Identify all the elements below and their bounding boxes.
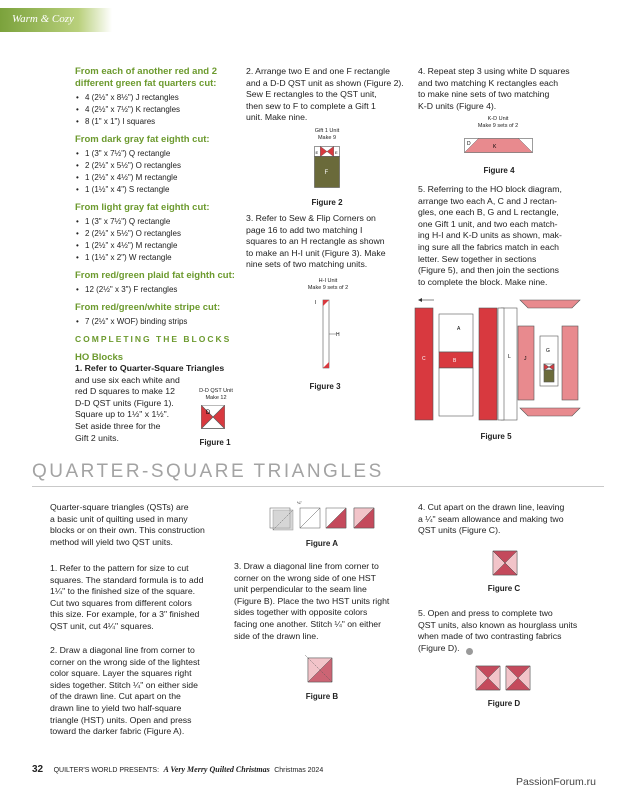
text-line: Sew E rectangles to the QST unit, bbox=[246, 89, 377, 100]
text-line: K-D units (Figure 4). bbox=[418, 100, 497, 111]
text-line: QST units (Figure C). bbox=[418, 525, 501, 536]
cutting-item: • 4 (2½" x 7½") K rectangles bbox=[75, 104, 235, 116]
figA-quarter-label: ¼" bbox=[297, 500, 302, 505]
text-line: Square up to 1½" x 1½". bbox=[75, 409, 170, 420]
fig2-label-2: Make 9 bbox=[317, 134, 337, 141]
fig2-letter-e1: E bbox=[315, 150, 319, 155]
text-line: this size. For example, for a 3" finished bbox=[50, 609, 200, 620]
text-line: QST unit, cut 4¼" squares. bbox=[50, 620, 154, 631]
fig5-letter-l: L bbox=[508, 354, 511, 360]
figC-caption: Figure C bbox=[487, 584, 521, 593]
fig1-qst-unit bbox=[201, 405, 225, 429]
figA-caption: Figure A bbox=[305, 539, 339, 548]
cutting-item: • 2 (2½" x 5½") O rectangles bbox=[75, 228, 235, 240]
cutting-group-head: From dark gray fat eighth cut: bbox=[75, 134, 210, 145]
text-line: corner on the wrong side of one HST bbox=[234, 572, 376, 583]
qst-step-1 bbox=[50, 563, 228, 633]
fig1-label-2: Make 12 bbox=[205, 394, 227, 401]
qst-section-title: QUARTER-SQUARE TRIANGLES bbox=[32, 461, 384, 482]
fig4-letter-d: D bbox=[467, 141, 471, 147]
text-line: 3. Refer to Sew & Flip Corners on bbox=[246, 213, 376, 223]
fig4-letter-k: K bbox=[493, 144, 497, 150]
text-line: blocks or on their own. This construction bbox=[50, 525, 205, 536]
text-line: 5. Referring to the HO block diagram, bbox=[418, 184, 562, 194]
fig4-kd-unit bbox=[464, 134, 534, 156]
qst-section-rule bbox=[32, 486, 604, 487]
text-line: 1. Refer to Quarter-Square Triangles bbox=[75, 363, 225, 373]
text-line: a ¼" seam allowance and making two bbox=[418, 513, 564, 524]
fig5-letter-a: A bbox=[457, 326, 461, 332]
text-line: drawn line to yield two half-square bbox=[50, 702, 182, 713]
qst-step-2 bbox=[50, 645, 228, 738]
fig1-label bbox=[193, 388, 239, 401]
figB-caption: Figure B bbox=[305, 692, 339, 701]
text-line: method will yield two QST units. bbox=[50, 536, 173, 547]
text-line: (Figure B). Place the two HST units right bbox=[234, 595, 390, 606]
footer-publisher: QUILTER'S WORLD PRESENTS: bbox=[53, 767, 160, 774]
text-line: D-D QST units (Figure 1). bbox=[75, 397, 174, 408]
figB-hst-stack bbox=[302, 652, 338, 688]
cutting-group-head: From each of another red and 2 different green fat quarters cut: bbox=[75, 66, 217, 89]
text-line: to make nine sets of two matching bbox=[418, 89, 550, 100]
fig3-caption: Figure 3 bbox=[309, 382, 341, 391]
cutting-item: • 7 (2½" x WOF) binding strips bbox=[75, 316, 235, 328]
cutting-item: • 1 (2½" x 4½") M rectangle bbox=[75, 240, 235, 252]
text-line: sides together. Stitch ¼" on either side bbox=[50, 679, 198, 690]
text-line: one Gift 1 unit, and two each match- bbox=[418, 218, 558, 229]
fig2-label-1: Gift 1 Unit bbox=[314, 128, 340, 134]
figC-qst-cut bbox=[490, 548, 520, 578]
text-line: 2. Draw a diagonal line from corner to bbox=[50, 645, 195, 655]
text-line: to complete the block. Make nine. bbox=[418, 276, 548, 287]
text-line: 3. Draw a diagonal line from corner to bbox=[234, 561, 379, 571]
cutting-group bbox=[75, 270, 235, 296]
fig2-letter-f: F bbox=[324, 170, 329, 176]
fig5-letter-j: J bbox=[524, 356, 527, 362]
cutting-group-head: From red/green/white stripe cut: bbox=[75, 302, 221, 313]
ho-step-5 bbox=[418, 184, 590, 288]
cutting-item: • 1 (1½" x 4") S rectangle bbox=[75, 184, 235, 196]
fig2-letter-e2: E bbox=[335, 150, 338, 155]
fig3-label-2: Make 9 sets of 2 bbox=[307, 284, 349, 291]
qst-intro bbox=[50, 502, 228, 548]
fig2-caption: Figure 2 bbox=[311, 198, 343, 207]
cutting-group bbox=[75, 202, 235, 264]
text-line: QST units, also known as hourglass units bbox=[418, 619, 578, 630]
text-line: 1¼" to the finished size of the square. bbox=[50, 586, 196, 597]
fig4-label bbox=[465, 116, 531, 129]
cutting-item: • 4 (2½" x 8½") J rectangles bbox=[75, 92, 235, 104]
section-tab bbox=[0, 8, 112, 32]
text-line: page 16 to add two matching I bbox=[246, 224, 363, 235]
text-line: Cut two squares from different colors bbox=[50, 597, 192, 608]
fig5-letter-c: C bbox=[422, 356, 426, 362]
cutting-item: • 1 (3" x 7½") Q rectangle bbox=[75, 216, 235, 228]
fig2-gift-unit bbox=[314, 146, 340, 188]
fig5-block-diagram bbox=[412, 294, 588, 428]
qst-step-4 bbox=[418, 502, 596, 537]
text-line: and two matching K rectangles each bbox=[418, 77, 559, 88]
figD-hourglass-units bbox=[474, 664, 532, 692]
cutting-item: • 2 (2½" x 5½") O rectangles bbox=[75, 160, 235, 172]
cutting-group-head: From red/green plaid fat eighth cut: bbox=[75, 270, 235, 281]
fig1-letter: D bbox=[206, 410, 211, 416]
qst-step-5 bbox=[418, 608, 598, 654]
fig3-label-1: H-I Unit bbox=[318, 278, 338, 284]
cutting-item: • 12 (2½" x 3") F rectangles bbox=[75, 284, 235, 296]
ho-step-4 bbox=[418, 66, 588, 112]
text-line: arrange two each A, C and J rectan- bbox=[418, 195, 558, 206]
text-line: 1. Refer to the pattern for size to cut bbox=[50, 563, 189, 573]
text-line: 4. Repeat step 3 using white D squares bbox=[418, 66, 570, 76]
figA-hst-sequence bbox=[268, 498, 388, 532]
section-tab-label: Warm & Cozy bbox=[12, 13, 74, 25]
text-line: squares to an H rectangle as shown bbox=[246, 236, 385, 247]
text-line: and a D-D QST unit as shown (Figure 2). bbox=[246, 77, 404, 88]
fig3-hi-unit bbox=[312, 294, 352, 374]
fig5-letter-b: B bbox=[453, 358, 457, 364]
text-line: unit. Make nine. bbox=[246, 112, 308, 123]
text-line: 4. Cut apart on the drawn line, leaving bbox=[418, 502, 565, 512]
cutting-item: • 1 (3" x 7½") Q rectangle bbox=[75, 148, 235, 160]
cutting-item: • 1 (2½" x 4½") M rectangle bbox=[75, 172, 235, 184]
qst-step-3 bbox=[234, 561, 412, 642]
cutting-group bbox=[75, 302, 235, 328]
cutting-list bbox=[75, 66, 235, 364]
text-line: facing one another. Stitch ¼" on either bbox=[234, 618, 382, 629]
footer bbox=[32, 759, 323, 777]
cutting-group-head: From light gray fat eighth cut: bbox=[75, 202, 210, 213]
footer-issue: Christmas 2024 bbox=[274, 767, 324, 774]
fig2-label bbox=[300, 128, 354, 141]
text-line: ing sure all the fabrics match in each bbox=[418, 241, 560, 252]
fig5-letter-g: G bbox=[546, 348, 550, 354]
fig4-label-2: Make 9 sets of 2 bbox=[477, 122, 519, 129]
text-line: corner on the wrong side of the lightest bbox=[50, 656, 200, 667]
text-line: letter. Sew together in sections bbox=[418, 253, 537, 264]
fig3-letter-i: I bbox=[315, 300, 317, 306]
text-line: Quarter-square triangles (QSTs) are bbox=[50, 502, 189, 512]
ho-step-2 bbox=[246, 66, 410, 124]
ho-blocks-subhead: HO Blocks bbox=[75, 352, 124, 363]
text-line: nine sets of two matching units. bbox=[246, 259, 368, 270]
text-line: 2. Arrange two E and one F rectangle bbox=[246, 66, 390, 76]
text-line: of the drawn line. Cut apart on the bbox=[50, 691, 181, 702]
text-line: color square. Layer the squares right bbox=[50, 668, 192, 679]
text-line: squares. The standard formula is to add bbox=[50, 574, 204, 585]
fig3-letter-h: H bbox=[336, 332, 340, 338]
text-line: to make an H-I unit (Figure 3). Make bbox=[246, 247, 386, 258]
fig1-caption: Figure 1 bbox=[199, 438, 231, 447]
text-line: side of the drawn line. bbox=[234, 630, 319, 641]
text-line: ing H-I and K-D units as shown, mak- bbox=[418, 230, 562, 241]
text-line: red D squares to make 12 bbox=[75, 386, 175, 397]
text-line: sides together with opposite colors bbox=[234, 607, 368, 618]
text-line: toward the darker fabric (Figure A). bbox=[50, 726, 185, 737]
text-line: Set aside three for the bbox=[75, 420, 161, 431]
end-mark-icon bbox=[466, 648, 473, 655]
text-line: unit perpendicular to the seam line bbox=[234, 584, 367, 595]
text-line: when made of two contrasting fabrics bbox=[418, 631, 562, 642]
fig1-label-1: D-D QST Unit bbox=[199, 388, 233, 394]
cutting-group bbox=[75, 66, 235, 128]
fig4-label-1: K-D Unit bbox=[487, 116, 509, 122]
footer-title: A Very Merry Quilted Christmas bbox=[163, 765, 270, 774]
cutting-group bbox=[75, 134, 235, 196]
cutting-item: • 1 (1½" x 2") W rectangle bbox=[75, 252, 235, 264]
completing-title: COMPLETING THE BLOCKS bbox=[75, 334, 232, 344]
text-line: (Figure D). bbox=[418, 642, 460, 653]
text-line: gles, one each B, G and L rectangle, bbox=[418, 207, 559, 218]
fig3-label bbox=[292, 278, 364, 291]
text-line: Gift 2 units. bbox=[75, 432, 119, 443]
text-line: and use six each white and bbox=[75, 374, 180, 385]
fig5-caption: Figure 5 bbox=[480, 432, 512, 441]
text-line: triangle (HST) units. Open and press bbox=[50, 714, 192, 725]
watermark: PassionForum.ru bbox=[516, 776, 596, 788]
fig4-caption: Figure 4 bbox=[483, 166, 515, 175]
page-number: 32 bbox=[32, 764, 44, 775]
text-line: a basic unit of quilting used in many bbox=[50, 513, 188, 524]
text-line: (Figure 5), and then join the sections bbox=[418, 265, 560, 276]
text-line: 5. Open and press to complete two bbox=[418, 608, 553, 618]
figD-caption: Figure D bbox=[487, 699, 521, 708]
ho-step-3 bbox=[246, 213, 410, 271]
ho-step-1 bbox=[75, 363, 235, 444]
text-line: then sew to F to complete a Gift 1 bbox=[246, 100, 376, 111]
cutting-item: • 8 (1" x 1") I squares bbox=[75, 116, 235, 128]
